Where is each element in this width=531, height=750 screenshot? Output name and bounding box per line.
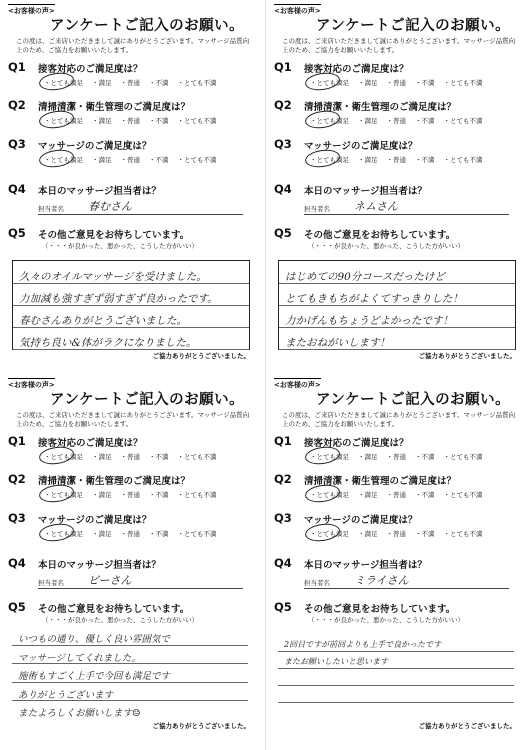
handwritten-comment-line: 2回目ですが前回よりも上手で良かったです bbox=[284, 640, 442, 649]
question-5 bbox=[270, 226, 522, 256]
rating-option[interactable]: ・不満 bbox=[149, 453, 169, 461]
staff-name-value: 春むさん bbox=[88, 200, 132, 213]
rating-option[interactable]: ・とても満足 bbox=[44, 78, 83, 87]
rating-option[interactable]: ・普通 bbox=[120, 117, 140, 125]
rating-option[interactable]: ・不満 bbox=[415, 79, 435, 87]
rating-options bbox=[310, 155, 483, 164]
staff-name-field bbox=[304, 574, 509, 589]
handwritten-comment-line: またお願いしたいと思います bbox=[284, 657, 388, 666]
rating-option[interactable]: ・満足 bbox=[92, 117, 112, 125]
staff-name-value: ミライさん bbox=[354, 574, 409, 587]
rating-option[interactable]: ・普通 bbox=[120, 453, 140, 461]
rating-options bbox=[310, 78, 483, 87]
survey-tag: <お客様の声> bbox=[274, 378, 321, 390]
rating-option[interactable]: ・満足 bbox=[92, 530, 112, 538]
rating-option[interactable]: ・とても不満 bbox=[177, 530, 217, 538]
rating-options bbox=[310, 490, 483, 499]
handwritten-comment-line: 力かげんもちょうどよかったです！ bbox=[285, 314, 453, 327]
comment-box bbox=[12, 260, 250, 350]
question-5-hint: （・・・が良かった、悪かった、こうした方がいい） bbox=[308, 242, 464, 250]
rating-option[interactable]: ・不満 bbox=[149, 79, 169, 87]
rating-option[interactable]: ・満足 bbox=[358, 453, 378, 461]
question-text: 本日のマッサージ担当者は？ bbox=[38, 560, 161, 571]
rating-option[interactable]: ・普通 bbox=[386, 79, 406, 87]
rating-option[interactable]: ・満足 bbox=[92, 491, 112, 499]
rating-option[interactable]: ・満足 bbox=[358, 530, 378, 538]
question-number: Q1 bbox=[8, 434, 26, 448]
survey-card-bottom-left bbox=[4, 378, 256, 740]
question-number: Q3 bbox=[8, 137, 26, 151]
thanks-text: ご協力ありがとうございました。 bbox=[418, 722, 516, 730]
question-2 bbox=[4, 98, 256, 132]
rating-option[interactable]: ・とても満足 bbox=[310, 529, 349, 538]
handwritten-comment-line: とてもきもちがよくてすっきりした！ bbox=[285, 292, 463, 305]
rating-options bbox=[44, 116, 217, 125]
question-3 bbox=[270, 511, 522, 545]
question-4 bbox=[270, 556, 522, 596]
rating-option[interactable]: ・普通 bbox=[386, 156, 406, 164]
rating-option[interactable]: ・普通 bbox=[386, 530, 406, 538]
question-1 bbox=[4, 60, 256, 94]
question-3 bbox=[270, 137, 522, 171]
rating-option[interactable]: ・不満 bbox=[415, 491, 435, 499]
rating-option[interactable]: ・普通 bbox=[120, 156, 140, 164]
handwritten-comment-line: 久々のオイルマッサージを受けました。 bbox=[19, 270, 207, 283]
question-3 bbox=[4, 511, 256, 545]
rating-option[interactable]: ・とても不満 bbox=[177, 491, 217, 499]
question-number: Q3 bbox=[274, 137, 292, 151]
rating-option[interactable]: ・満足 bbox=[92, 79, 112, 87]
question-number: Q4 bbox=[8, 182, 26, 196]
rating-options bbox=[44, 155, 217, 164]
question-5-hint: （・・・が良かった、悪かった、こうした方がいい） bbox=[42, 616, 198, 624]
comment-box bbox=[278, 260, 516, 350]
rating-option[interactable]: ・不満 bbox=[415, 453, 435, 461]
question-4 bbox=[4, 182, 256, 222]
survey-card-top-right bbox=[270, 4, 522, 366]
rating-option[interactable]: ・とても不満 bbox=[443, 117, 483, 125]
rating-options bbox=[44, 529, 217, 538]
rating-option[interactable]: ・不満 bbox=[149, 117, 169, 125]
question-text: 接客対応のご満足度は？ bbox=[304, 64, 409, 75]
rating-option[interactable]: ・とても不満 bbox=[177, 156, 217, 164]
question-number: Q2 bbox=[274, 98, 292, 112]
rating-options bbox=[44, 78, 217, 87]
column-divider bbox=[265, 0, 266, 750]
comment-box bbox=[278, 634, 514, 718]
question-text: マッサージのご満足度は？ bbox=[38, 515, 152, 526]
ruled-line bbox=[278, 668, 514, 669]
survey-tag: <お客様の声> bbox=[8, 378, 55, 390]
question-number: Q5 bbox=[274, 600, 292, 614]
handwritten-comment-line: いつもの通り、優しく良い雰囲気で bbox=[18, 634, 171, 645]
rating-option[interactable]: ・普通 bbox=[120, 491, 140, 499]
handwritten-comment-line: またおねがいします！ bbox=[285, 336, 390, 349]
question-text: 接客対応のご満足度は？ bbox=[38, 64, 143, 75]
question-4 bbox=[4, 556, 256, 596]
staff-name-field bbox=[38, 574, 243, 589]
rating-option[interactable]: ・不満 bbox=[149, 530, 169, 538]
survey-title: アンケートご記入のお願い。 bbox=[316, 392, 511, 408]
question-text: 清掃清潔・衛生管理のご満足度は？ bbox=[304, 102, 457, 113]
survey-tag: <お客様の声> bbox=[274, 4, 321, 16]
rating-option[interactable]: ・普通 bbox=[386, 491, 406, 499]
rating-option[interactable]: ・普通 bbox=[120, 530, 140, 538]
question-number: Q1 bbox=[274, 60, 292, 74]
question-number: Q4 bbox=[274, 556, 292, 570]
rating-option[interactable]: ・満足 bbox=[358, 156, 378, 164]
question-number: Q3 bbox=[274, 511, 292, 525]
handwritten-comment-line: 春むさんありがとうございました。 bbox=[19, 314, 187, 327]
staff-name-label: 担当者名 bbox=[38, 579, 64, 587]
survey-title: アンケートご記入のお願い。 bbox=[50, 18, 245, 34]
ruled-line bbox=[278, 702, 514, 703]
question-number: Q1 bbox=[8, 60, 26, 74]
question-4 bbox=[270, 182, 522, 222]
staff-name-field bbox=[38, 200, 243, 215]
rating-option[interactable]: ・とても不満 bbox=[443, 79, 483, 87]
question-5-hint: （・・・が良かった、悪かった、こうした方がいい） bbox=[308, 616, 464, 624]
rating-option[interactable]: ・とても不満 bbox=[177, 117, 217, 125]
rating-options bbox=[310, 116, 483, 125]
rating-option[interactable]: ・とても満足 bbox=[310, 490, 349, 499]
thanks-text: ご協力ありがとうございました。 bbox=[152, 352, 250, 360]
rating-options bbox=[310, 452, 483, 461]
rating-option[interactable]: ・とても満足 bbox=[44, 452, 83, 461]
question-number: Q5 bbox=[8, 226, 26, 240]
question-text: 清掃清潔・衛生管理のご満足度は？ bbox=[38, 102, 191, 113]
handwritten-comment-line: ありがとうございます bbox=[18, 689, 114, 701]
survey-title: アンケートご記入のお願い。 bbox=[50, 392, 245, 408]
rating-option[interactable]: ・とても不満 bbox=[443, 530, 483, 538]
rating-option[interactable]: ・満足 bbox=[358, 117, 378, 125]
rating-option[interactable]: ・不満 bbox=[149, 491, 169, 499]
question-text: マッサージのご満足度は？ bbox=[304, 141, 418, 152]
handwritten-comment-line: マッサージしてくれました。 bbox=[18, 652, 141, 664]
question-2 bbox=[270, 472, 522, 506]
rating-option[interactable]: ・とても不満 bbox=[443, 156, 483, 164]
question-text: マッサージのご満足度は？ bbox=[304, 515, 418, 526]
staff-name-label: 担当者名 bbox=[304, 205, 330, 213]
question-text: その他ご意見をお待ちしています。 bbox=[304, 604, 456, 615]
rating-option[interactable]: ・普通 bbox=[386, 117, 406, 125]
question-1 bbox=[270, 434, 522, 468]
rating-option[interactable]: ・満足 bbox=[92, 156, 112, 164]
rating-option[interactable]: ・普通 bbox=[386, 453, 406, 461]
thanks-text: ご協力ありがとうございました。 bbox=[418, 352, 516, 360]
question-number: Q4 bbox=[274, 182, 292, 196]
rating-option[interactable]: ・とても満足 bbox=[44, 155, 83, 164]
rating-option[interactable]: ・とても満足 bbox=[44, 490, 83, 499]
handwritten-comment-line: 力加減も強すぎず弱すぎず良かったです。 bbox=[19, 292, 218, 305]
rating-option[interactable]: ・普通 bbox=[120, 79, 140, 87]
rating-option[interactable]: ・とても満足 bbox=[310, 452, 349, 461]
question-number: Q2 bbox=[274, 472, 292, 486]
staff-name-label: 担当者名 bbox=[38, 205, 64, 213]
rating-options bbox=[310, 529, 483, 538]
staff-name-label: 担当者名 bbox=[304, 579, 330, 587]
ruled-line bbox=[278, 651, 514, 652]
question-3 bbox=[4, 137, 256, 171]
survey-intro: この度は、ご来店いただきまして誠にありがとうございます。マッサージ品質向上のため、ご協力をお願いいたします。 bbox=[282, 411, 516, 428]
survey-intro: この度は、ご来店いただきまして誠にありがとうございます。マッサージ品質向上のため、ご協力をお願いいたします。 bbox=[16, 411, 250, 428]
question-1 bbox=[4, 434, 256, 468]
rating-option[interactable]: ・とても満足 bbox=[310, 78, 349, 87]
rating-option[interactable]: ・不満 bbox=[415, 156, 435, 164]
question-text: その他ご意見をお待ちしています。 bbox=[304, 230, 456, 241]
question-number: Q3 bbox=[8, 511, 26, 525]
rating-option[interactable]: ・とても不満 bbox=[177, 79, 217, 87]
question-number: Q2 bbox=[8, 98, 26, 112]
question-text: その他ご意見をお待ちしています。 bbox=[38, 604, 190, 615]
question-text: 本日のマッサージ担当者は？ bbox=[304, 186, 427, 197]
staff-name-field bbox=[304, 200, 509, 215]
thanks-text: ご協力ありがとうございました。 bbox=[152, 722, 250, 730]
survey-card-top-left bbox=[4, 4, 256, 366]
rating-option[interactable]: ・とても不満 bbox=[177, 453, 217, 461]
question-text: 接客対応のご満足度は？ bbox=[304, 438, 409, 449]
question-text: 本日のマッサージ担当者は？ bbox=[304, 560, 427, 571]
question-text: 清掃清潔・衛生管理のご満足度は？ bbox=[304, 476, 457, 487]
question-5 bbox=[270, 600, 522, 630]
ruled-line bbox=[278, 685, 514, 686]
survey-title: アンケートご記入のお願い。 bbox=[316, 18, 511, 34]
rating-option[interactable]: ・不満 bbox=[149, 156, 169, 164]
comment-box bbox=[12, 626, 248, 718]
question-2 bbox=[4, 472, 256, 506]
rating-option[interactable]: ・満足 bbox=[358, 491, 378, 499]
survey-intro: この度は、ご来店いただきまして誠にありがとうございます。マッサージ品質向上のため、ご協力をお願いいたします。 bbox=[16, 37, 250, 54]
question-text: 接客対応のご満足度は？ bbox=[38, 438, 143, 449]
rating-option[interactable]: ・不満 bbox=[415, 530, 435, 538]
question-number: Q2 bbox=[8, 472, 26, 486]
rating-option[interactable]: ・とても満足 bbox=[44, 529, 83, 538]
question-number: Q1 bbox=[274, 434, 292, 448]
handwritten-comment-line: またよろしくお願いします☺ bbox=[18, 708, 141, 719]
question-text: マッサージのご満足度は？ bbox=[38, 141, 152, 152]
staff-name-value: ビーさん bbox=[88, 574, 132, 587]
question-text: 清掃清潔・衛生管理のご満足度は？ bbox=[38, 476, 191, 487]
rating-option[interactable]: ・不満 bbox=[415, 117, 435, 125]
handwritten-comment-line: はじめての90分コースだったけど bbox=[285, 270, 445, 283]
question-number: Q5 bbox=[8, 600, 26, 614]
staff-name-value: ネムさん bbox=[354, 200, 398, 213]
survey-card-bottom-right bbox=[270, 378, 522, 740]
question-text: その他ご意見をお待ちしています。 bbox=[38, 230, 190, 241]
rating-option[interactable]: ・満足 bbox=[358, 79, 378, 87]
survey-tag: <お客様の声> bbox=[8, 4, 55, 16]
question-5-hint: （・・・が良かった、悪かった、こうした方がいい） bbox=[42, 242, 198, 250]
rating-option[interactable]: ・とても不満 bbox=[443, 491, 483, 499]
handwritten-comment-line: 気持ち良い&体がラクになりました。 bbox=[19, 336, 197, 349]
handwritten-comment-line: 施術もすごく上手で今回も満足です bbox=[18, 671, 171, 682]
question-number: Q4 bbox=[8, 556, 26, 570]
question-2 bbox=[270, 98, 522, 132]
question-1 bbox=[270, 60, 522, 94]
rating-option[interactable]: ・満足 bbox=[92, 453, 112, 461]
rating-option[interactable]: ・とても不満 bbox=[443, 453, 483, 461]
rating-option[interactable]: ・とても満足 bbox=[310, 155, 349, 164]
rating-options bbox=[44, 490, 217, 499]
rating-option[interactable]: ・とても満足 bbox=[44, 116, 83, 125]
rating-option[interactable]: ・とても満足 bbox=[310, 116, 349, 125]
question-5 bbox=[4, 226, 256, 256]
question-text: 本日のマッサージ担当者は？ bbox=[38, 186, 161, 197]
question-number: Q5 bbox=[274, 226, 292, 240]
survey-intro: この度は、ご来店いただきまして誠にありがとうございます。マッサージ品質向上のため、ご協力をお願いいたします。 bbox=[282, 37, 516, 54]
rating-options bbox=[44, 452, 217, 461]
